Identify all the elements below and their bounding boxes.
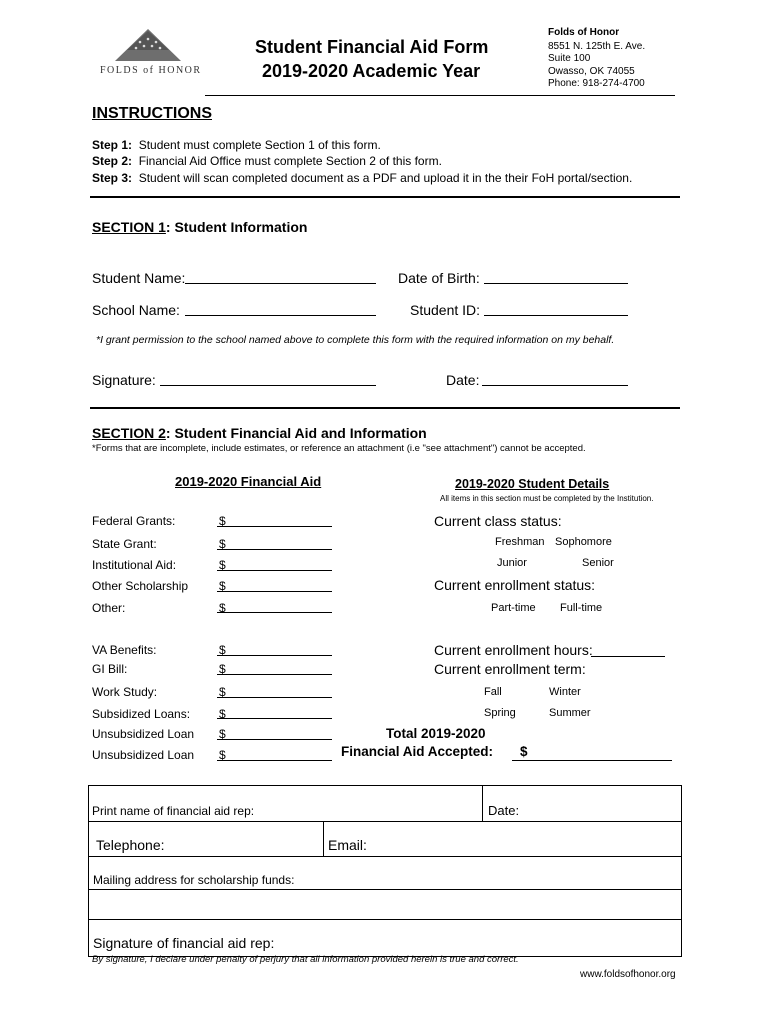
dollar-sign: $ (219, 643, 226, 657)
dollar-sign: $ (219, 707, 226, 721)
financial-aid-heading: 2019-2020 Financial Aid (175, 474, 322, 489)
form-subtitle: 2019-2020 Academic Year (262, 61, 481, 81)
rep-mailing-label[interactable]: Mailing address for scholarship funds: (93, 873, 295, 887)
total-dollar-sign: $ (520, 744, 528, 759)
rep-box-rule-3 (88, 889, 682, 890)
dollar-sign: $ (219, 685, 226, 699)
dollar-sign: $ (219, 748, 226, 762)
dollar-sign: $ (219, 514, 226, 528)
aid-amount-field[interactable] (217, 526, 332, 527)
date-label: Date: (446, 372, 480, 388)
aid-amount-field[interactable] (217, 655, 332, 656)
rep-box-rule-2 (88, 856, 682, 857)
header-rule (205, 95, 675, 96)
aid-label: VA Benefits: (92, 643, 157, 657)
aid-amount-field[interactable] (217, 760, 332, 761)
student-name-field[interactable] (185, 283, 376, 284)
aid-amount-field[interactable] (217, 718, 332, 719)
student-name-label: Student Name: (92, 270, 186, 286)
step-label: Step 1: (92, 138, 133, 152)
option-summer[interactable]: Summer (549, 707, 591, 719)
org-address-3: Owasso, OK 74055 (548, 66, 635, 77)
enrollment-status-label: Current enrollment status: (434, 577, 596, 593)
date-field[interactable] (482, 385, 628, 386)
dollar-sign: $ (219, 579, 226, 593)
class-status-label: Current class status: (434, 513, 562, 529)
aid-amount-field[interactable] (217, 697, 332, 698)
aid-amount-field[interactable] (217, 570, 332, 571)
dollar-sign: $ (219, 558, 226, 572)
step-label: Step 3: (92, 171, 133, 185)
dollar-sign: $ (219, 537, 226, 551)
section2-note: *Forms that are incomplete, include estimates, or reference an attachment (i.e "see attachment") cannot be accepted. (92, 443, 586, 454)
option-freshman[interactable]: Freshman (495, 536, 545, 548)
total-line1: Total 2019-2020 (386, 726, 486, 741)
instruction-step-1 (92, 138, 381, 152)
school-name-field[interactable] (185, 315, 376, 316)
step-text: Financial Aid Office must complete Section 2 of this form. (138, 154, 442, 168)
option-spring[interactable]: Spring (484, 707, 516, 719)
option-part-time[interactable]: Part-time (491, 602, 536, 614)
option-fall[interactable]: Fall (484, 686, 502, 698)
aid-label: Unsubsidized Loan (92, 748, 195, 762)
option-senior[interactable]: Senior (582, 557, 614, 569)
section1-divider (90, 407, 680, 409)
section1-title: : Student Information (165, 219, 308, 235)
folded-flag-icon (113, 28, 183, 62)
school-name-label: School Name: (92, 302, 180, 318)
option-sophomore[interactable]: Sophomore (555, 536, 612, 548)
signature-label: Signature: (92, 372, 156, 388)
total-amount-field[interactable] (512, 760, 672, 761)
rep-signature-label[interactable]: Signature of financial aid rep: (93, 935, 275, 951)
aid-amount-field[interactable] (217, 612, 332, 613)
section1-number: SECTION 1 (92, 219, 166, 235)
dollar-sign: $ (219, 727, 226, 741)
instruction-step-3 (92, 171, 632, 185)
instruction-step-2 (92, 154, 442, 168)
org-name: Folds of Honor (548, 27, 620, 38)
section1-heading (92, 219, 307, 235)
aid-label: Unsubsidized Loan (92, 727, 195, 741)
logo-text: FOLDS of HONOR (100, 65, 202, 76)
step-text: Student must complete Section 1 of this form. (138, 138, 381, 152)
rep-telephone-label[interactable]: Telephone: (96, 837, 165, 853)
website-url: www.foldsofhonor.org (580, 969, 676, 980)
aid-label: Institutional Aid: (92, 558, 177, 572)
aid-amount-field[interactable] (217, 674, 332, 675)
aid-amount-field[interactable] (217, 549, 332, 550)
rep-box-divider-1 (482, 785, 483, 821)
aid-amount-field[interactable] (217, 591, 332, 592)
dollar-sign: $ (219, 601, 226, 615)
student-details-heading: 2019-2020 Student Details (455, 477, 610, 491)
dollar-sign: $ (219, 662, 226, 676)
aid-label: Federal Grants: (92, 514, 176, 528)
instructions-heading: INSTRUCTIONS (92, 105, 212, 122)
rep-email-label[interactable]: Email: (328, 837, 367, 853)
aid-label: State Grant: (92, 537, 157, 551)
rep-print-name-label[interactable]: Print name of financial aid rep: (92, 804, 255, 818)
step-text: Student will scan completed document as a PDF and upload it in the their FoH portal/section. (138, 171, 633, 185)
aid-amount-field[interactable] (217, 739, 332, 740)
aid-label: Work Study: (92, 685, 158, 699)
option-full-time[interactable]: Full-time (560, 602, 603, 614)
student-details-note: All items in this section must be completed by the Institution. (440, 494, 654, 503)
permission-note: *I grant permission to the school named above to complete this form with the required information on my behalf. (96, 334, 615, 346)
org-address-1: 8551 N. 125th E. Ave. (548, 41, 646, 52)
student-id-label: Student ID: (410, 302, 481, 318)
total-line2: Financial Aid Accepted: (341, 744, 494, 759)
dob-field[interactable] (484, 283, 628, 284)
aid-label: Other Scholarship (92, 579, 189, 593)
enrollment-hours-field[interactable] (591, 656, 665, 657)
rep-box-rule-1 (88, 821, 682, 822)
option-junior[interactable]: Junior (497, 557, 527, 569)
form-title: Student Financial Aid Form (255, 37, 489, 57)
rep-box-divider-2 (323, 821, 324, 856)
logo (100, 28, 205, 80)
section2-title: : Student Financial Aid and Information (165, 425, 427, 441)
enrollment-term-label: Current enrollment term: (434, 661, 586, 677)
option-winter[interactable]: Winter (549, 686, 581, 698)
instructions-divider (90, 196, 680, 198)
aid-label: Other: (92, 601, 126, 615)
step-label: Step 2: (92, 154, 133, 168)
org-address-2: Suite 100 (548, 53, 591, 64)
signature-field[interactable] (160, 385, 376, 386)
section2-number: SECTION 2 (92, 425, 166, 441)
student-id-field[interactable] (484, 315, 628, 316)
rep-date-label[interactable]: Date: (488, 803, 520, 818)
rep-box-rule-4 (88, 919, 682, 920)
section2-heading (92, 425, 427, 441)
aid-label: Subsidized Loans: (92, 707, 191, 721)
org-phone: Phone: 918-274-4700 (548, 78, 645, 89)
dob-label: Date of Birth: (398, 270, 480, 286)
enrollment-hours-label: Current enrollment hours: (434, 642, 593, 658)
aid-label: GI Bill: (92, 662, 128, 676)
perjury-disclaimer: By signature, I declare under penalty of perjury that all information provided herein is true and correct. (92, 954, 519, 965)
